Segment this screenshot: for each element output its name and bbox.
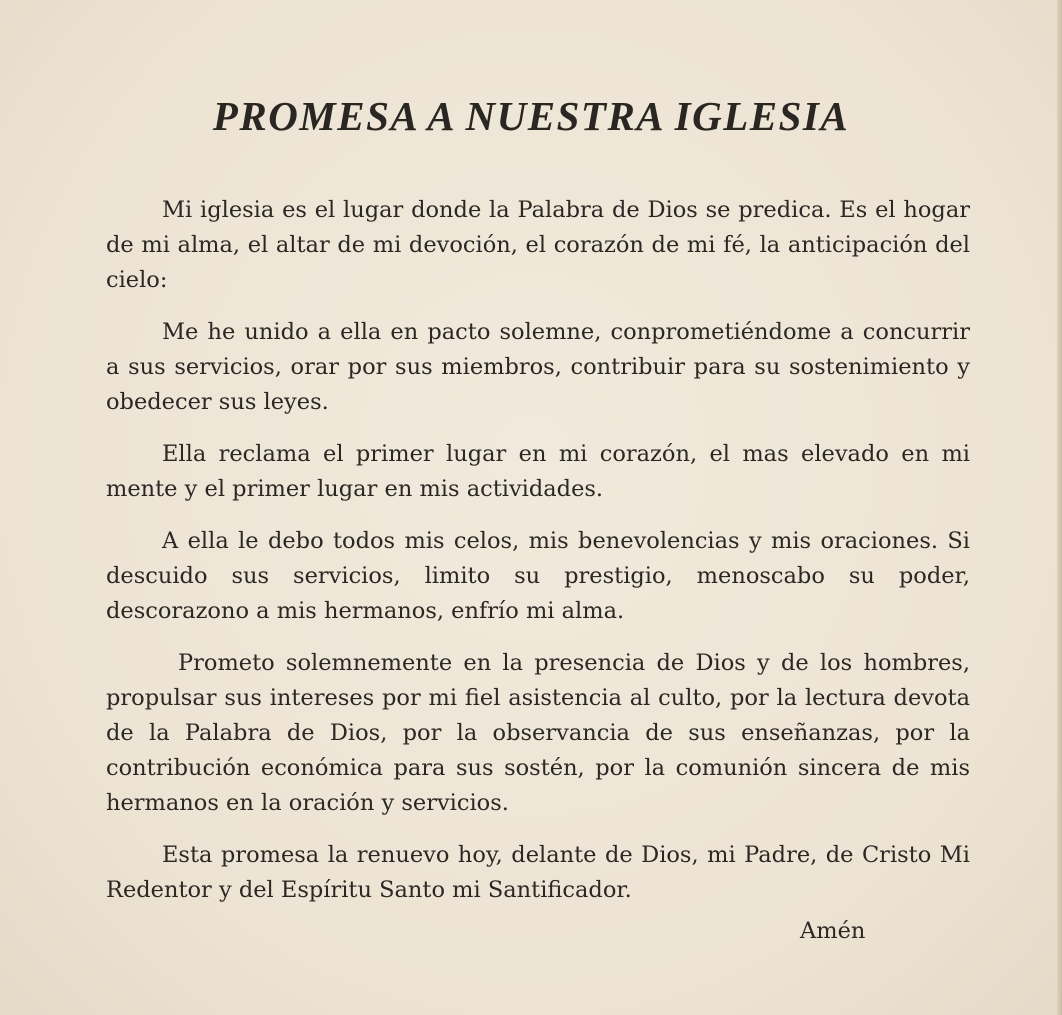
paragraph-2: Me he unido a ella en pacto solemne, conprometiéndome a concurrir a sus servicios, orar por sus miembros, contribuir para su sostenimiento y obedecer sus leyes.: [106, 319, 970, 415]
paragraph-5: Prometo solemnemente en la presencia de Dios y de los hombres, propulsar sus intereses por mi fiel asistencia al culto, por la lectura devota de la Palabra de Dios, por la observancia de sus enseñanzas, por la contribución económica para sus sostén, por la comunión sincera de mis hermanos en la oración y servicios.: [106, 650, 970, 816]
document-body: [106, 193, 970, 925]
paragraph-3: Ella reclama el primer lugar en mi corazón, el mas elevado en mi mente y el primer lugar en mis actividades.: [106, 441, 970, 502]
page-edge: [1057, 0, 1062, 1015]
paragraph-4: A ella le debo todos mis celos, mis benevolencias y mis oraciones. Si descuido sus servicios, limito su prestigio, menoscabo su poder, descorazono a mis hermanos, enfrío mi alma.: [106, 528, 970, 624]
paragraph-6: Esta promesa la renuevo hoy, delante de Dios, mi Padre, de Cristo Mi Redentor y del Espíritu Santo mi Santificador.: [106, 842, 970, 903]
document-title: PROMESA A NUESTRA IGLESIA: [212, 93, 850, 139]
closing-amen: Amén: [800, 918, 866, 944]
paragraph-1: Mi iglesia es el lugar donde la Palabra de Dios se predica. Es el hogar de mi alma, el altar de mi devoción, el corazón de mi fé, la anticipación del cielo:: [106, 197, 970, 293]
